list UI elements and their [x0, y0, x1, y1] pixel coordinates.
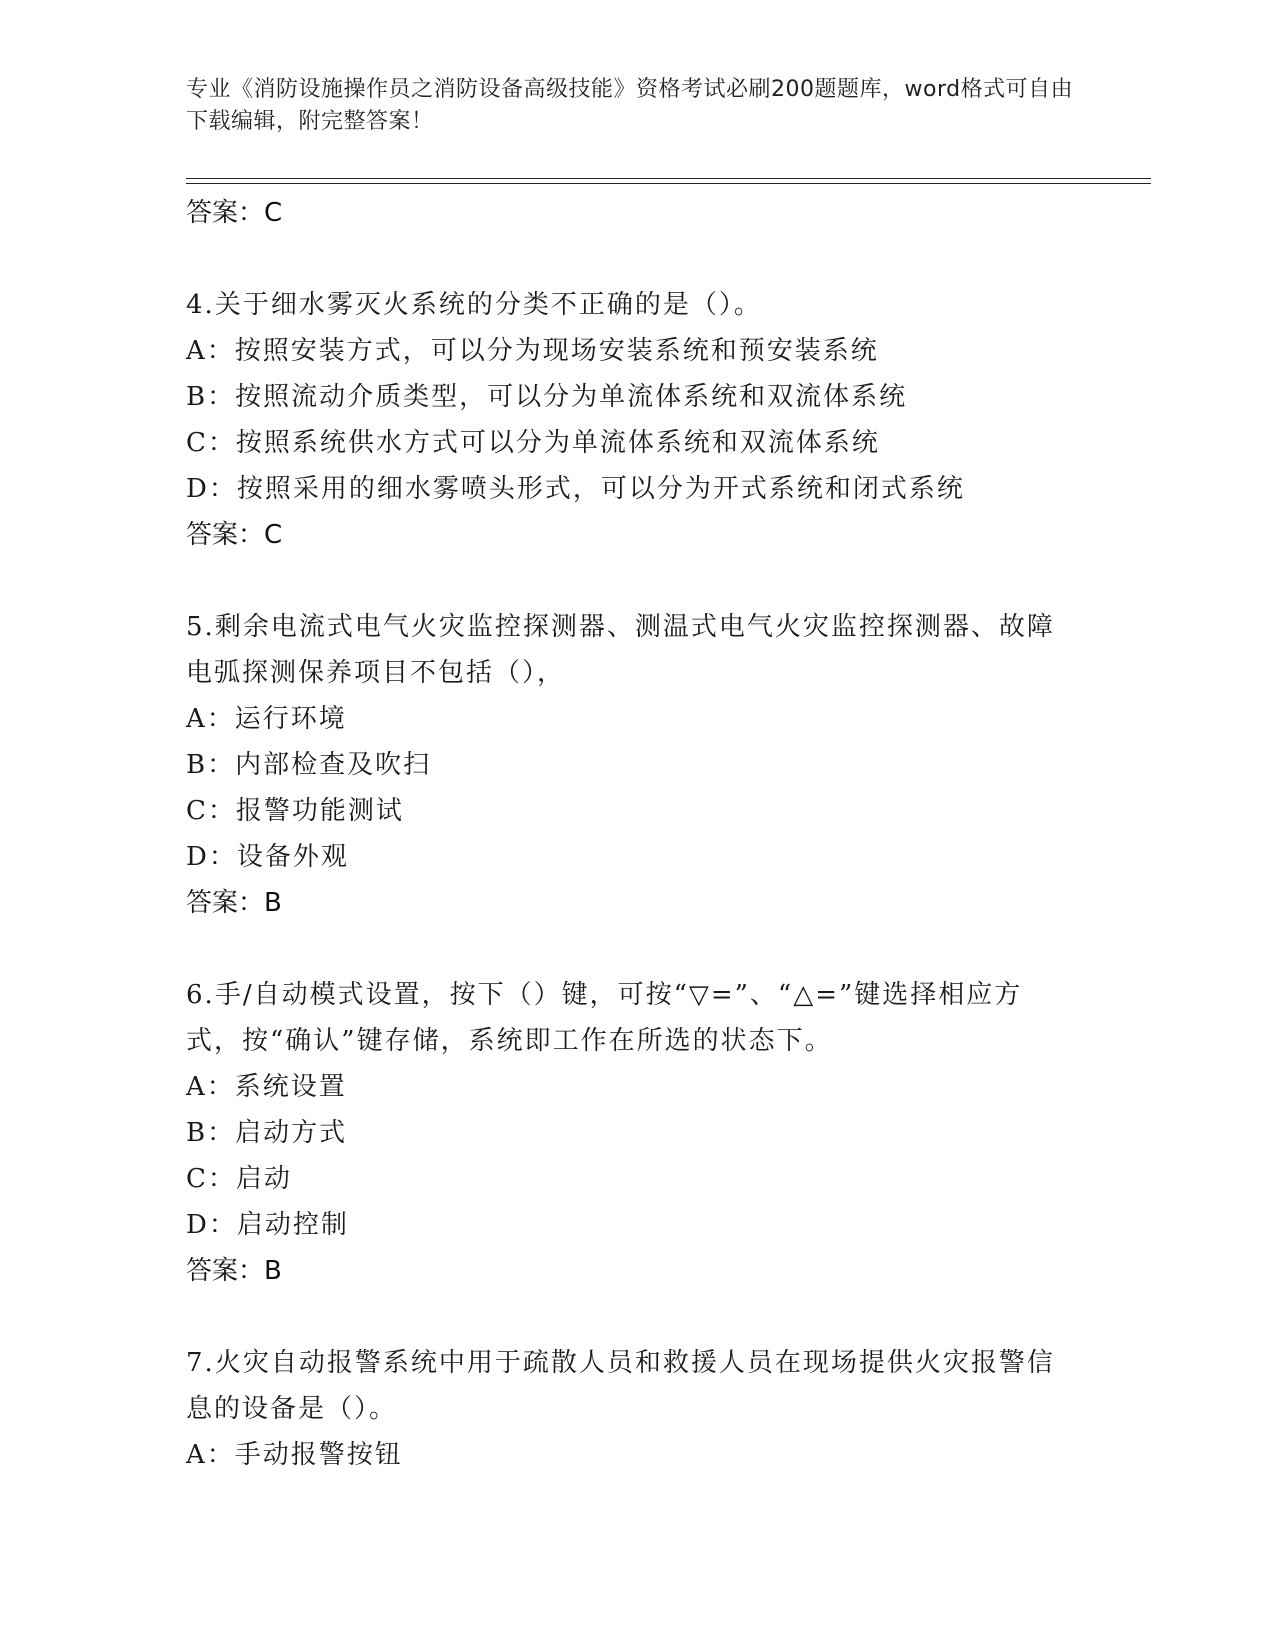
question-number: 6. [186, 980, 215, 1010]
question-number: 4. [186, 290, 215, 320]
question-body: 手/自动模式设置，按下（）键，可按“▽=”、“△=”键选择相应方式，按“确认”键存储，系统即工作在所选的状态下。 [186, 980, 1023, 1056]
question-body: 关于细水雾灭火系统的分类不正确的是（）。 [214, 290, 762, 320]
question-number: 5. [186, 612, 215, 642]
question-text [186, 972, 1066, 1064]
option-c: C：启动 [186, 1164, 292, 1194]
option-d: D：按照采用的细水雾喷头形式，可以分为开式系统和闭式系统 [186, 474, 965, 504]
option-b: B：按照流动介质类型，可以分为单流体系统和双流体系统 [186, 382, 908, 412]
option-a: A：手动报警按钮 [186, 1440, 403, 1470]
question-text [186, 1340, 1066, 1432]
question-text [186, 282, 1066, 328]
option-a: A：按照安装方式，可以分为现场安装系统和预安装系统 [186, 336, 879, 366]
option-d: D：设备外观 [186, 842, 349, 872]
header-divider [186, 178, 1151, 179]
answer-line: 答案：C [186, 520, 283, 550]
question-body: 火灾自动报警系统中用于疏散人员和救援人员在现场提供火灾报警信息的设备是（）。 [186, 1348, 1055, 1424]
question-number: 7. [186, 1348, 215, 1378]
answer-line: 答案：B [186, 1256, 282, 1286]
question-body: 剩余电流式电气火灾监控探测器、测温式电气火灾监控探测器、故障电弧探测保养项目不包括（）， [186, 612, 1055, 688]
answer-line: 答案：B [186, 888, 282, 918]
option-c: C：按照系统供水方式可以分为单流体系统和双流体系统 [186, 428, 880, 458]
option-b: B：内部检查及吹扫 [186, 750, 432, 780]
document-header: 专业《消防设施操作员之消防设备高级技能》资格考试必刷200题题库，word格式可自由下载编辑，附完整答案！ [186, 77, 1074, 134]
option-c: C：报警功能测试 [186, 796, 404, 826]
question-text [186, 604, 1066, 696]
option-b: B：启动方式 [186, 1118, 348, 1148]
question-list [186, 190, 1086, 1478]
option-a: A：系统设置 [186, 1072, 347, 1102]
option-d: D：启动控制 [186, 1210, 349, 1240]
option-a: A：运行环境 [186, 704, 347, 734]
answer-line: 答案：C [186, 198, 283, 228]
header-divider-double [186, 183, 1151, 184]
